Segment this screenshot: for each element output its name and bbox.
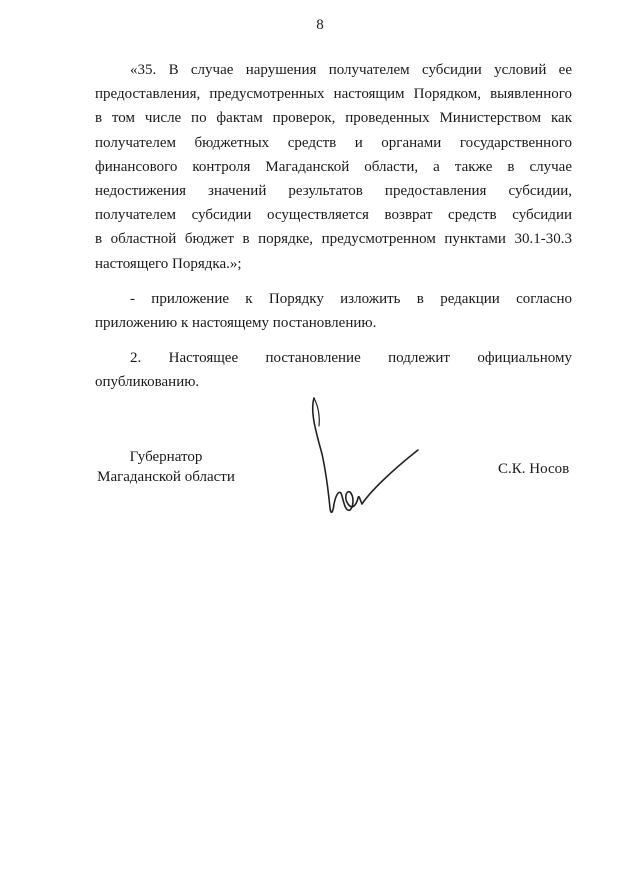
text-line: настоящего Порядка.»; (95, 255, 242, 272)
text-line: финансового контроля Магаданской области, а также в случае (95, 158, 572, 175)
text-line: предоставления, предусмотренных настоящим Порядком, выявленного (95, 86, 572, 103)
text-line: опубликованию. (95, 374, 200, 391)
signatory-position (95, 447, 237, 487)
position-line: Магаданской области (97, 469, 235, 485)
text-line: в том числе по фактам проверок, проведенных Министерством как (95, 110, 572, 127)
text-line: приложению к настоящему постановлению. (95, 315, 377, 332)
text-line: недостижения значений результатов предоставления субсидии, (95, 183, 572, 200)
text-line: в областной бюджет в порядке, предусмотренном пунктами 30.1-30.3 (95, 231, 572, 248)
signer-name: С.К. Носов (498, 461, 570, 477)
document-body (95, 58, 572, 406)
text-line: получателем субсидии осуществляется возврат средств субсидии (95, 207, 572, 224)
text-line: - приложение к Порядку изложить в редакции согласно (130, 290, 572, 307)
text-line: «35. В случае нарушения получателем субсидии условий ее (130, 62, 572, 78)
paragraph-35 (95, 58, 572, 276)
position-line: Губернатор (129, 449, 203, 465)
handwritten-signature (300, 392, 430, 522)
paragraph-appendix (95, 287, 572, 335)
text-line: 2. Настоящее постановление подлежит официальному (130, 350, 572, 367)
paragraph-publication (95, 346, 572, 394)
text-line: получателем бюджетных средств и органами государственного (95, 134, 572, 151)
page-number: 8 (316, 17, 324, 33)
